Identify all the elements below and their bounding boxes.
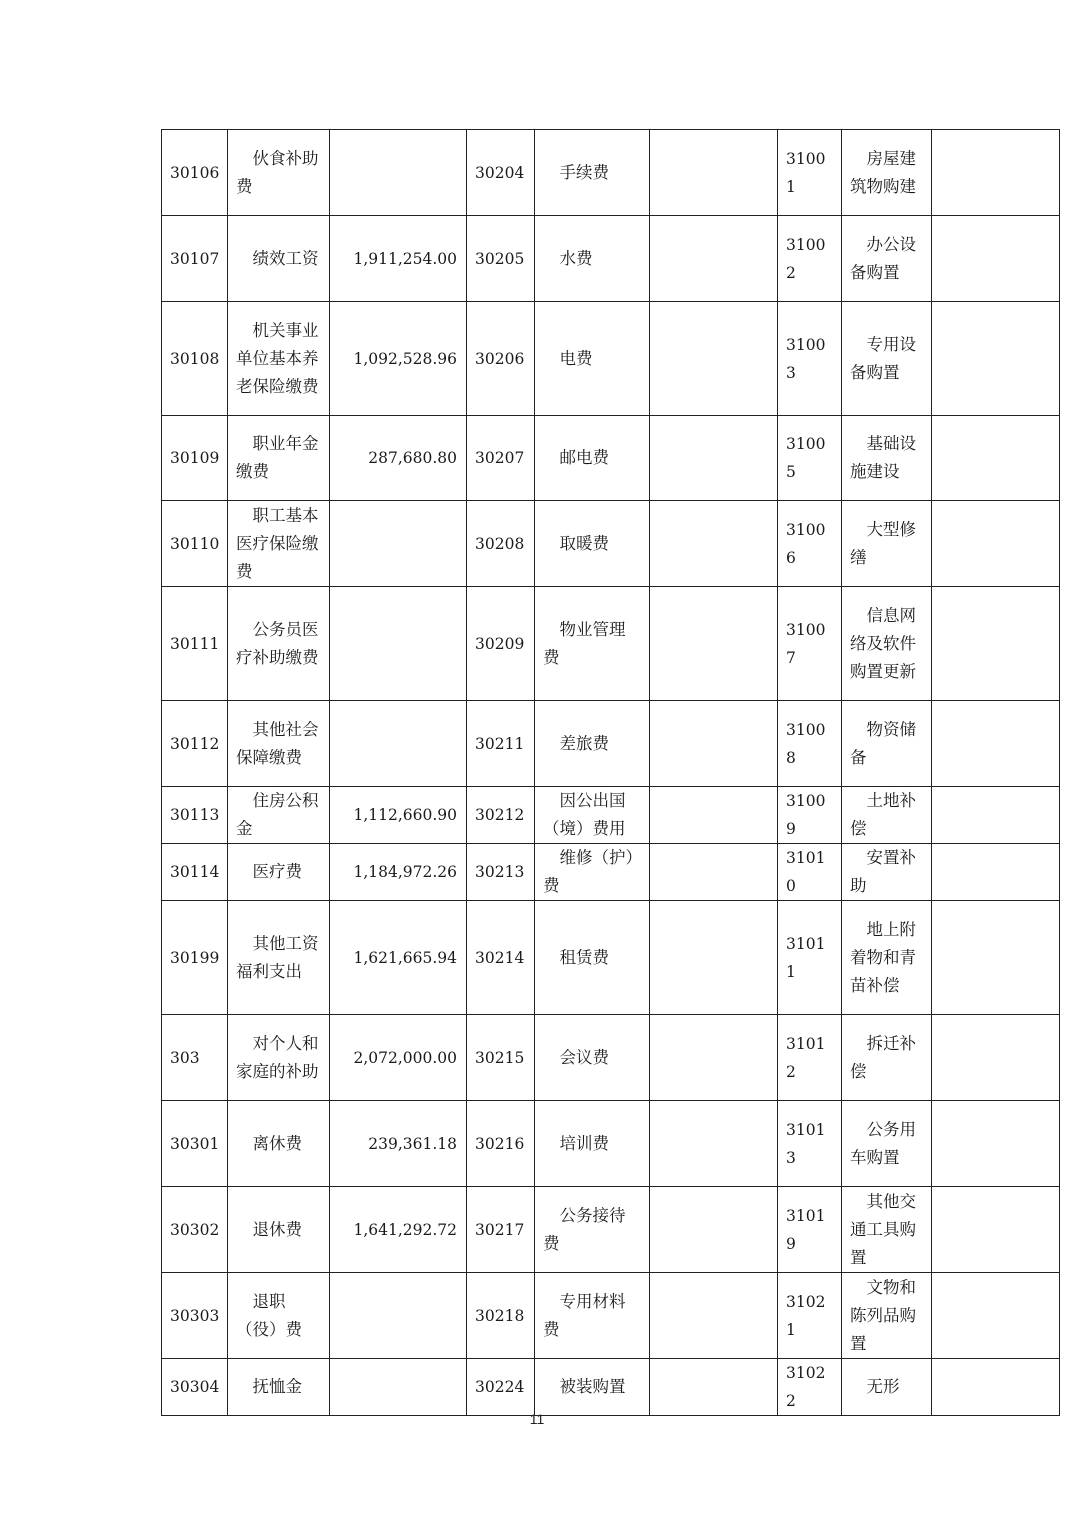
table-row [162, 130, 1060, 216]
item-amount [330, 1273, 467, 1359]
page-number: 11 [529, 1411, 545, 1427]
item-code: 31007 [778, 587, 842, 701]
item-code: 31008 [778, 701, 842, 787]
item-name: 大型修缮 [842, 501, 932, 587]
item-code: 30108 [162, 302, 228, 416]
item-code: 30211 [467, 701, 535, 787]
item-amount [932, 501, 1060, 587]
table-row [162, 901, 1060, 1015]
item-name: 离休费 [228, 1101, 330, 1187]
item-amount [650, 844, 778, 901]
item-code: 30112 [162, 701, 228, 787]
item-code: 30216 [467, 1101, 535, 1187]
item-code: 30301 [162, 1101, 228, 1187]
item-amount: 1,092,528.96 [330, 302, 467, 416]
item-name: 公务用车购置 [842, 1101, 932, 1187]
budget-table [161, 129, 1060, 1416]
item-amount [330, 1359, 467, 1416]
item-code: 31001 [778, 130, 842, 216]
item-amount [650, 416, 778, 501]
item-name: 房屋建筑物购建 [842, 130, 932, 216]
item-name: 安置补助 [842, 844, 932, 901]
item-name: 物资储备 [842, 701, 932, 787]
item-amount [650, 701, 778, 787]
item-amount [932, 1101, 1060, 1187]
item-amount [650, 901, 778, 1015]
item-amount [650, 302, 778, 416]
item-amount: 287,680.80 [330, 416, 467, 501]
item-code: 30111 [162, 587, 228, 701]
item-amount: 1,911,254.00 [330, 216, 467, 302]
item-name: 医疗费 [228, 844, 330, 901]
item-code: 31013 [778, 1101, 842, 1187]
item-amount: 1,641,292.72 [330, 1187, 467, 1273]
item-name: 职业年金缴费 [228, 416, 330, 501]
item-name: 电费 [535, 302, 650, 416]
item-amount [330, 587, 467, 701]
item-amount [932, 130, 1060, 216]
item-name: 物业管理费 [535, 587, 650, 701]
item-name: 机关事业单位基本养老保险缴费 [228, 302, 330, 416]
item-amount [932, 1273, 1060, 1359]
item-name: 职工基本医疗保险缴费 [228, 501, 330, 587]
item-amount: 239,361.18 [330, 1101, 467, 1187]
item-code: 30206 [467, 302, 535, 416]
table-row [162, 302, 1060, 416]
item-name: 差旅费 [535, 701, 650, 787]
item-amount [932, 587, 1060, 701]
item-code: 30207 [467, 416, 535, 501]
item-name: 文物和陈列品购置 [842, 1273, 932, 1359]
item-amount [932, 216, 1060, 302]
item-name: 因公出国（境）费用 [535, 787, 650, 844]
table-row [162, 1187, 1060, 1273]
item-code: 30107 [162, 216, 228, 302]
item-code: 30213 [467, 844, 535, 901]
item-amount [650, 1187, 778, 1273]
item-name: 会议费 [535, 1015, 650, 1101]
item-name: 拆迁补偿 [842, 1015, 932, 1101]
item-amount [330, 501, 467, 587]
item-name: 租赁费 [535, 901, 650, 1015]
item-amount [650, 501, 778, 587]
table-row [162, 1015, 1060, 1101]
item-code: 31005 [778, 416, 842, 501]
item-amount [650, 1273, 778, 1359]
item-name: 无形 [842, 1359, 932, 1416]
item-code: 30302 [162, 1187, 228, 1273]
item-amount: 2,072,000.00 [330, 1015, 467, 1101]
item-amount [932, 1015, 1060, 1101]
item-amount [932, 787, 1060, 844]
item-code: 31011 [778, 901, 842, 1015]
item-name: 取暖费 [535, 501, 650, 587]
table-row [162, 587, 1060, 701]
table-row [162, 701, 1060, 787]
table-row [162, 844, 1060, 901]
item-name: 对个人和家庭的补助 [228, 1015, 330, 1101]
item-amount [650, 130, 778, 216]
item-code: 30113 [162, 787, 228, 844]
item-code: 30106 [162, 130, 228, 216]
item-name: 地上附着物和青苗补偿 [842, 901, 932, 1015]
item-code: 30204 [467, 130, 535, 216]
item-code: 31003 [778, 302, 842, 416]
item-amount [650, 587, 778, 701]
item-code: 31006 [778, 501, 842, 587]
item-code: 30208 [467, 501, 535, 587]
item-code: 30303 [162, 1273, 228, 1359]
item-name: 信息网络及软件购置更新 [842, 587, 932, 701]
item-name: 被装购置 [535, 1359, 650, 1416]
table-row [162, 216, 1060, 302]
item-code: 31009 [778, 787, 842, 844]
item-name: 其他工资福利支出 [228, 901, 330, 1015]
item-name: 水费 [535, 216, 650, 302]
item-code: 30205 [467, 216, 535, 302]
item-code: 30209 [467, 587, 535, 701]
item-name: 公务员医疗补助缴费 [228, 587, 330, 701]
item-name: 专用设备购置 [842, 302, 932, 416]
item-code: 30109 [162, 416, 228, 501]
item-name: 其他社会保障缴费 [228, 701, 330, 787]
item-amount [650, 1359, 778, 1416]
item-code: 31012 [778, 1015, 842, 1101]
budget-table-body [162, 130, 1060, 1416]
item-code: 31021 [778, 1273, 842, 1359]
table-row [162, 1359, 1060, 1416]
item-amount: 1,184,972.26 [330, 844, 467, 901]
item-name: 维修（护）费 [535, 844, 650, 901]
item-name: 其他交通工具购置 [842, 1187, 932, 1273]
item-code: 31019 [778, 1187, 842, 1273]
item-code: 31010 [778, 844, 842, 901]
item-code: 30212 [467, 787, 535, 844]
table-row [162, 1273, 1060, 1359]
item-amount [932, 1359, 1060, 1416]
item-code: 30114 [162, 844, 228, 901]
item-code: 30218 [467, 1273, 535, 1359]
table-row [162, 1101, 1060, 1187]
item-name: 抚恤金 [228, 1359, 330, 1416]
item-code: 30304 [162, 1359, 228, 1416]
item-name: 手续费 [535, 130, 650, 216]
item-amount [650, 787, 778, 844]
item-code: 30199 [162, 901, 228, 1015]
item-amount [932, 416, 1060, 501]
item-name: 邮电费 [535, 416, 650, 501]
table-row [162, 416, 1060, 501]
item-name: 培训费 [535, 1101, 650, 1187]
item-code: 303 [162, 1015, 228, 1101]
item-amount [650, 1015, 778, 1101]
item-code: 30215 [467, 1015, 535, 1101]
item-code: 30224 [467, 1359, 535, 1416]
item-code: 30214 [467, 901, 535, 1015]
item-code: 30217 [467, 1187, 535, 1273]
item-amount [330, 130, 467, 216]
item-name: 基础设施建设 [842, 416, 932, 501]
item-amount [650, 1101, 778, 1187]
item-amount [932, 701, 1060, 787]
item-name: 公务接待费 [535, 1187, 650, 1273]
item-amount: 1,112,660.90 [330, 787, 467, 844]
item-amount: 1,621,665.94 [330, 901, 467, 1015]
item-code: 31022 [778, 1359, 842, 1416]
item-amount [932, 844, 1060, 901]
item-amount [330, 701, 467, 787]
item-name: 住房公积金 [228, 787, 330, 844]
item-code: 30110 [162, 501, 228, 587]
item-code: 31002 [778, 216, 842, 302]
item-amount [932, 901, 1060, 1015]
item-name: 伙食补助费 [228, 130, 330, 216]
table-row [162, 501, 1060, 587]
table-row [162, 787, 1060, 844]
item-name: 办公设备购置 [842, 216, 932, 302]
item-amount [932, 302, 1060, 416]
item-amount [932, 1187, 1060, 1273]
item-name: 土地补偿 [842, 787, 932, 844]
item-amount [650, 216, 778, 302]
item-name: 绩效工资 [228, 216, 330, 302]
item-name: 专用材料费 [535, 1273, 650, 1359]
item-name: 退休费 [228, 1187, 330, 1273]
item-name: 退职（役）费 [228, 1273, 330, 1359]
